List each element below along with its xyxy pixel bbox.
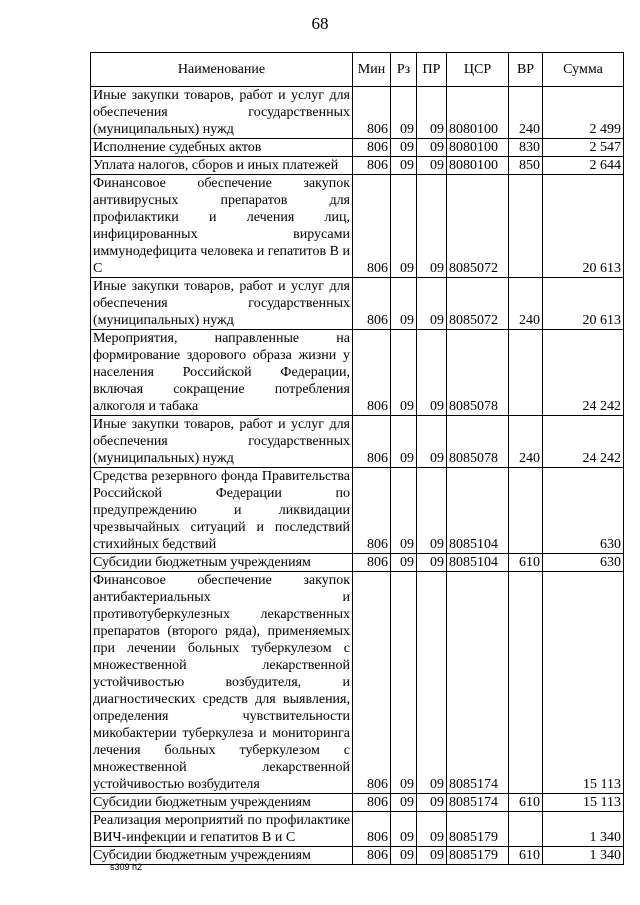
table-row	[91, 847, 624, 865]
row-name: Реализация мероприятий по профилактике ВИЧ-инфекции и гепатитов В и С	[91, 812, 353, 847]
row-min: 806	[353, 794, 391, 812]
row-csr: 8085179	[447, 847, 509, 865]
row-rz: 09	[391, 554, 417, 572]
row-csr: 8085078	[447, 330, 509, 416]
row-min: 806	[353, 87, 391, 139]
row-csr: 8080100	[447, 139, 509, 157]
row-pr: 09	[417, 554, 447, 572]
row-min: 806	[353, 416, 391, 468]
row-csr: 8085078	[447, 416, 509, 468]
row-csr: 8085072	[447, 175, 509, 278]
row-name: Субсидии бюджетным учреждениям	[91, 847, 353, 865]
row-csr: 8085174	[447, 794, 509, 812]
row-vr	[509, 812, 543, 847]
row-rz: 09	[391, 330, 417, 416]
row-rz: 09	[391, 157, 417, 175]
row-name: Субсидии бюджетным учреждениям	[91, 554, 353, 572]
row-pr: 09	[417, 87, 447, 139]
row-vr: 610	[509, 847, 543, 865]
row-min: 806	[353, 847, 391, 865]
header-name: Наименование	[91, 53, 353, 87]
row-pr: 09	[417, 812, 447, 847]
row-rz: 09	[391, 416, 417, 468]
row-sum: 24 242	[543, 416, 624, 468]
header-pr: ПР	[417, 53, 447, 87]
row-pr: 09	[417, 847, 447, 865]
row-name: Финансовое обеспечение закупок антивирусных препаратов для профилактики и лечения лиц, инфицированных вирусами иммунодефицита человека и гепатитов В и С	[91, 175, 353, 278]
row-csr: 8080100	[447, 87, 509, 139]
row-csr: 8085104	[447, 554, 509, 572]
table-row	[91, 157, 624, 175]
row-min: 806	[353, 468, 391, 554]
row-pr: 09	[417, 175, 447, 278]
row-name: Иные закупки товаров, работ и услуг для обеспечения государственных (муниципальных) нужд	[91, 416, 353, 468]
row-sum: 1 340	[543, 847, 624, 865]
table-row	[91, 330, 624, 416]
row-min: 806	[353, 330, 391, 416]
row-name: Исполнение судебных актов	[91, 139, 353, 157]
table-row	[91, 139, 624, 157]
row-pr: 09	[417, 139, 447, 157]
row-min: 806	[353, 157, 391, 175]
row-rz: 09	[391, 847, 417, 865]
row-pr: 09	[417, 330, 447, 416]
table-row	[91, 794, 624, 812]
header-rz: Рз	[391, 53, 417, 87]
row-rz: 09	[391, 468, 417, 554]
row-sum: 2 547	[543, 139, 624, 157]
budget-table	[90, 52, 624, 865]
row-name: Мероприятия, направленные на формирование здорового образа жизни у населения Российской Федерации, включая сокращение потребления алкоголя и табака	[91, 330, 353, 416]
table-row	[91, 572, 624, 794]
row-vr: 610	[509, 554, 543, 572]
row-rz: 09	[391, 139, 417, 157]
row-min: 806	[353, 175, 391, 278]
row-rz: 09	[391, 794, 417, 812]
row-name: Средства резервного фонда Правительства Российской Федерации по предупреждению и ликвидации чрезвычайных ситуаций и последствий стихийных бедствий	[91, 468, 353, 554]
table-row	[91, 278, 624, 330]
header-min: Мин	[353, 53, 391, 87]
row-name: Иные закупки товаров, работ и услуг для обеспечения государственных (муниципальных) нужд	[91, 278, 353, 330]
row-vr: 850	[509, 157, 543, 175]
row-sum: 24 242	[543, 330, 624, 416]
row-pr: 09	[417, 794, 447, 812]
header-sum: Сумма	[543, 53, 624, 87]
row-pr: 09	[417, 278, 447, 330]
row-min: 806	[353, 139, 391, 157]
row-vr: 830	[509, 139, 543, 157]
table-row	[91, 468, 624, 554]
row-sum: 630	[543, 468, 624, 554]
row-sum: 15 113	[543, 794, 624, 812]
row-rz: 09	[391, 278, 417, 330]
row-csr: 8085174	[447, 572, 509, 794]
row-vr	[509, 572, 543, 794]
row-rz: 09	[391, 87, 417, 139]
row-sum: 1 340	[543, 812, 624, 847]
row-pr: 09	[417, 416, 447, 468]
row-vr: 610	[509, 794, 543, 812]
page-number: 68	[311, 14, 329, 33]
row-min: 806	[353, 572, 391, 794]
row-vr: 240	[509, 87, 543, 139]
table-row	[91, 812, 624, 847]
row-sum: 2 644	[543, 157, 624, 175]
row-vr: 240	[509, 278, 543, 330]
header-csr: ЦСР	[447, 53, 509, 87]
header-vr: ВР	[509, 53, 543, 87]
row-name: Уплата налогов, сборов и иных платежей	[91, 157, 353, 175]
row-min: 806	[353, 278, 391, 330]
row-vr	[509, 468, 543, 554]
row-min: 806	[353, 554, 391, 572]
table-row	[91, 87, 624, 139]
row-sum: 2 499	[543, 87, 624, 139]
row-vr: 240	[509, 416, 543, 468]
row-csr: 8085179	[447, 812, 509, 847]
row-min: 806	[353, 812, 391, 847]
row-name: Финансовое обеспечение закупок антибактериальных и противотуберкулезных лекарственных препаратов (второго ряда), применяемых при лечении больных туберкулезом с множественной лекарственной устойчивостью возбудителя, и диагностических средств для выявления, определения чувствительности микобактерии туберкулеза и мониторинга лечения больных туберкулезом с множественной лекарственной устойчивостью возбудителя	[91, 572, 353, 794]
row-vr	[509, 175, 543, 278]
table-row	[91, 554, 624, 572]
row-rz: 09	[391, 572, 417, 794]
row-name: Иные закупки товаров, работ и услуг для обеспечения государственных (муниципальных) нужд	[91, 87, 353, 139]
row-pr: 09	[417, 157, 447, 175]
row-rz: 09	[391, 175, 417, 278]
table-row	[91, 416, 624, 468]
row-pr: 09	[417, 468, 447, 554]
row-vr	[509, 330, 543, 416]
row-csr: 8085072	[447, 278, 509, 330]
table-header-row	[91, 53, 624, 87]
row-sum: 20 613	[543, 175, 624, 278]
table-row	[91, 175, 624, 278]
row-sum: 15 113	[543, 572, 624, 794]
row-name: Субсидии бюджетным учреждениям	[91, 794, 353, 812]
row-csr: 8080100	[447, 157, 509, 175]
row-csr: 8085104	[447, 468, 509, 554]
row-rz: 09	[391, 812, 417, 847]
row-sum: 20 613	[543, 278, 624, 330]
row-pr: 09	[417, 572, 447, 794]
footer-code: s309 h2	[110, 862, 143, 872]
row-sum: 630	[543, 554, 624, 572]
